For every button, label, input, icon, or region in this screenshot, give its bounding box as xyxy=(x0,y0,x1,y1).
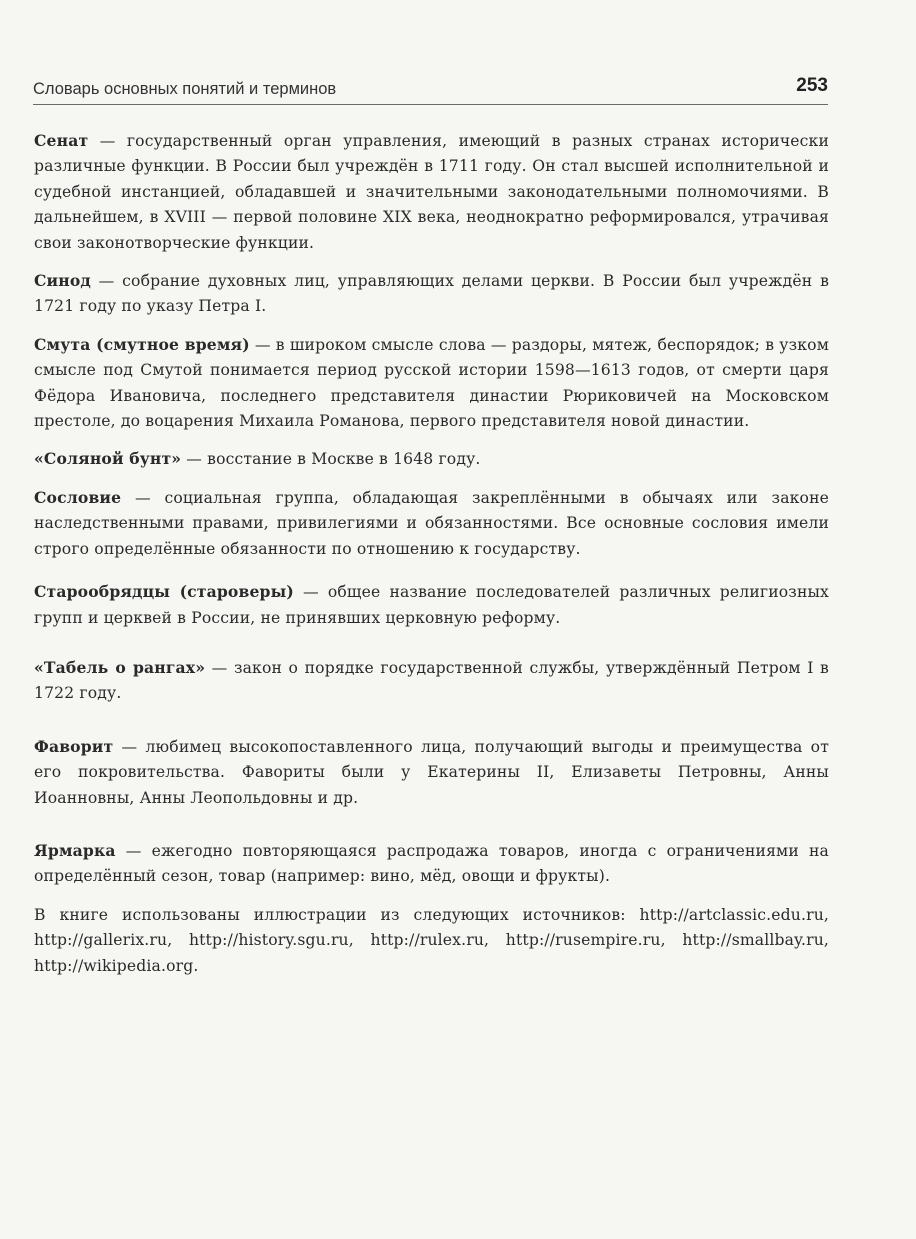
glossary-entry xyxy=(34,268,829,320)
entry-definition: — любимец высокопоставленного лица, получающий выгоды и преимущества от его покровительства. Фавориты были у Екатерины II, Елизаветы Петровны, Анны Иоанновны, Анны Леопольдовны и др. xyxy=(34,737,829,807)
entry-term: Фаворит xyxy=(34,736,114,756)
entry-definition: — ежегодно повторяющаяся распродажа товаров, иногда с ограничениями на определённый сезон, товар (например: вино, мёд, овощи и фрукты). xyxy=(34,841,829,886)
entry-term: Ярмарка xyxy=(34,840,116,860)
entry-definition: — закон о порядке государственной службы, утверждённый Петром I в 1722 году. xyxy=(34,658,829,703)
entry-term: «Табель о рангах» xyxy=(34,657,206,677)
page-number: 253 xyxy=(796,75,828,96)
glossary-entry xyxy=(34,838,829,890)
entry-definition: — социальная группа, обладающая закреплёнными в обычаях или законе наследственными правами, привилегиями и обязанностями. Все основные сословия имели строго определённые обязанности по отношению к государству. xyxy=(34,488,829,558)
entry-term: «Соляной бунт» xyxy=(34,449,182,469)
glossary-entries xyxy=(34,128,829,979)
entry-definition: — восстание в Москве в 1648 году. xyxy=(181,450,481,469)
entry-term: Старообрядцы (староверы) xyxy=(34,582,294,602)
entry-definition: — собрание духовных лиц, управляющих делами церкви. В России был учреждён в 1721 году по указу Петра I. xyxy=(34,272,829,316)
sources-note: В книге использованы иллюстрации из следующих источников: http://artclassic.edu.ru, http://gallerix.ru, http://history.sgu.ru, http://rulex.ru, http://rusempire.ru, http://smallbay.ru, http://wikipedia.org. xyxy=(34,905,829,975)
entry-term: Синод xyxy=(34,271,91,291)
glossary-entry xyxy=(34,332,829,435)
glossary-entry xyxy=(34,579,829,631)
glossary-entry xyxy=(34,655,829,707)
section-title: Словарь основных понятий и терминов xyxy=(33,80,337,98)
glossary-entry xyxy=(34,128,829,256)
entry-definition: — общее название последователей различных религиозных групп и церквей в России, не принявших церковную реформу. xyxy=(34,583,829,627)
entry-definition: — государственный орган управления, имеющий в разных странах исторически различные функции. В России был учреждён в 1711 году. Он стал высшей исполнительной и судебной инстанцией, обладавшей и значительными законодательными полномочиями. В дальнейшем, в XVIII — первой половине XIX века, неоднократно реформировался, утрачивая свои законотворческие функции. xyxy=(34,132,829,252)
entry-term: Сенат xyxy=(34,131,89,150)
page-header xyxy=(33,74,828,105)
glossary-entry xyxy=(34,734,829,811)
entry-definition: — в широком смысле слова — раздоры, мятеж, беспорядок; в узком смысле под Смутой понимается период русской истории 1598—1613 годов, от смерти царя Фёдора Ивановича, последнего представителя династии Рюриковичей на Московском престоле, до воцарения Михаила Романова, первого представителя новой династии. xyxy=(34,335,829,431)
glossary-entry xyxy=(34,446,829,472)
entry-term: Сословие xyxy=(34,487,122,507)
entry-term: Смута (смутное время) xyxy=(34,334,250,354)
glossary-entry xyxy=(34,485,829,562)
